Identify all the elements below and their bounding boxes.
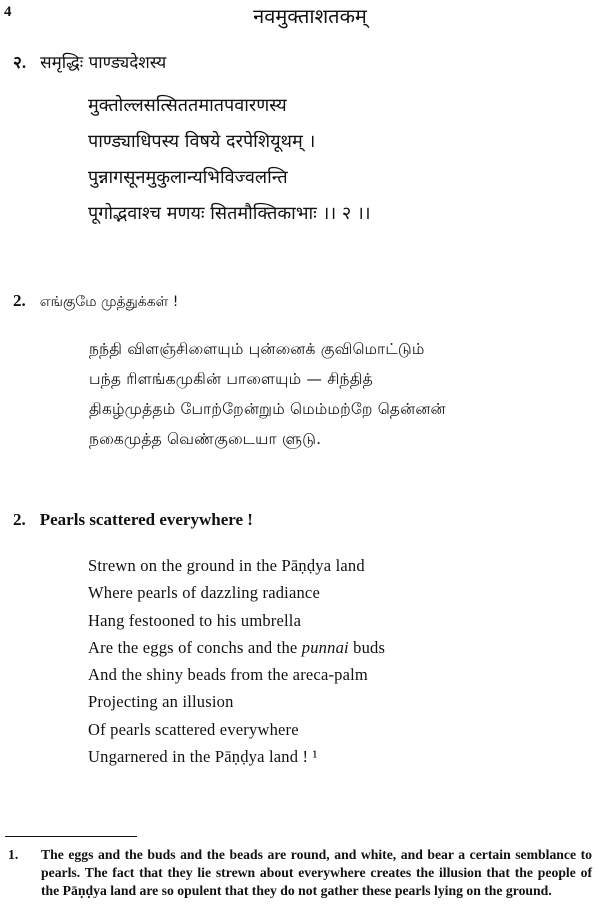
page-number: 4 [4,4,12,20]
verse-line: पाण्ड्याधिपस्य विषये दरपेशियूथम् । [88,131,316,152]
verse-line: நகைமுத்த வெண்குடையா ளுடு. [89,430,322,448]
footnote-rule [5,836,137,837]
english-section-title: Pearls scattered everywhere ! [39,510,253,529]
english-verse [88,552,385,770]
verse-line: पुन्नागसूनमुकुलान्यभिविज्वलन्ति [88,167,288,188]
verse-line: நந்தி விளஞ்சிளையும் புன்னைக் குவிமொட்டும் [89,340,425,358]
sanskrit-section-title: समृद्धिः पाण्ड्यदेशस्य [40,53,167,73]
verse-line: Projecting an illusion [88,692,234,712]
verse-line: Hang festooned to his umbrella [88,610,302,630]
running-head: नवमुक्ताशतकम् [253,4,367,28]
verse-line: मुक्तोल्लसत्सिततमातपवारणस्य [88,95,287,116]
tamil-section-number: 2. [13,291,26,310]
footnote-marker: 1. [8,847,19,862]
verse-line: Ungarnered in the Pāṇḍya land ! ¹ [88,747,318,767]
verse-line: And the shiny beads from the areca-palm [88,665,368,685]
verse-line: पूगोद्भवाश्च मणयः सितमौक्तिकाभाः ।। २ ।। [88,203,371,224]
english-section-heading [13,510,253,530]
tamil-verse [89,334,446,454]
sanskrit-verse [88,88,371,232]
sanskrit-section-heading [13,50,166,73]
footnote [8,846,592,899]
tamil-section-title: எங்குமே முத்துக்கள் ! [39,294,179,310]
verse-line: Are the eggs of conchs and the punnai buds [88,637,386,657]
sanskrit-section-number: २. [13,53,27,72]
verse-line: Of pearls scattered everywhere [88,719,299,739]
italic-word: punnai [301,637,349,657]
verse-line: Where pearls of dazzling radiance [88,583,320,603]
footnote-text: The eggs and the buds and the beads are round, and white, and bear a certain semblance to pearls. The fact that they lie strewn about everywhere creates the illusion that the people of the Pāṇḍya land are so opulent that they do not gather these pearls lying on the ground. [41,847,592,898]
tamil-section-heading [13,291,178,312]
verse-line: பந்த ரிளங்கமுகின் பாளையும் — சிந்தித் [89,370,373,388]
verse-line: திகழ்முத்தம் போற்றேன்றும் மெம்மற்றே தென்னன் [89,400,446,418]
english-section-number: 2. [13,510,26,529]
verse-line: Strewn on the ground in the Pāṇḍya land [88,556,365,575]
